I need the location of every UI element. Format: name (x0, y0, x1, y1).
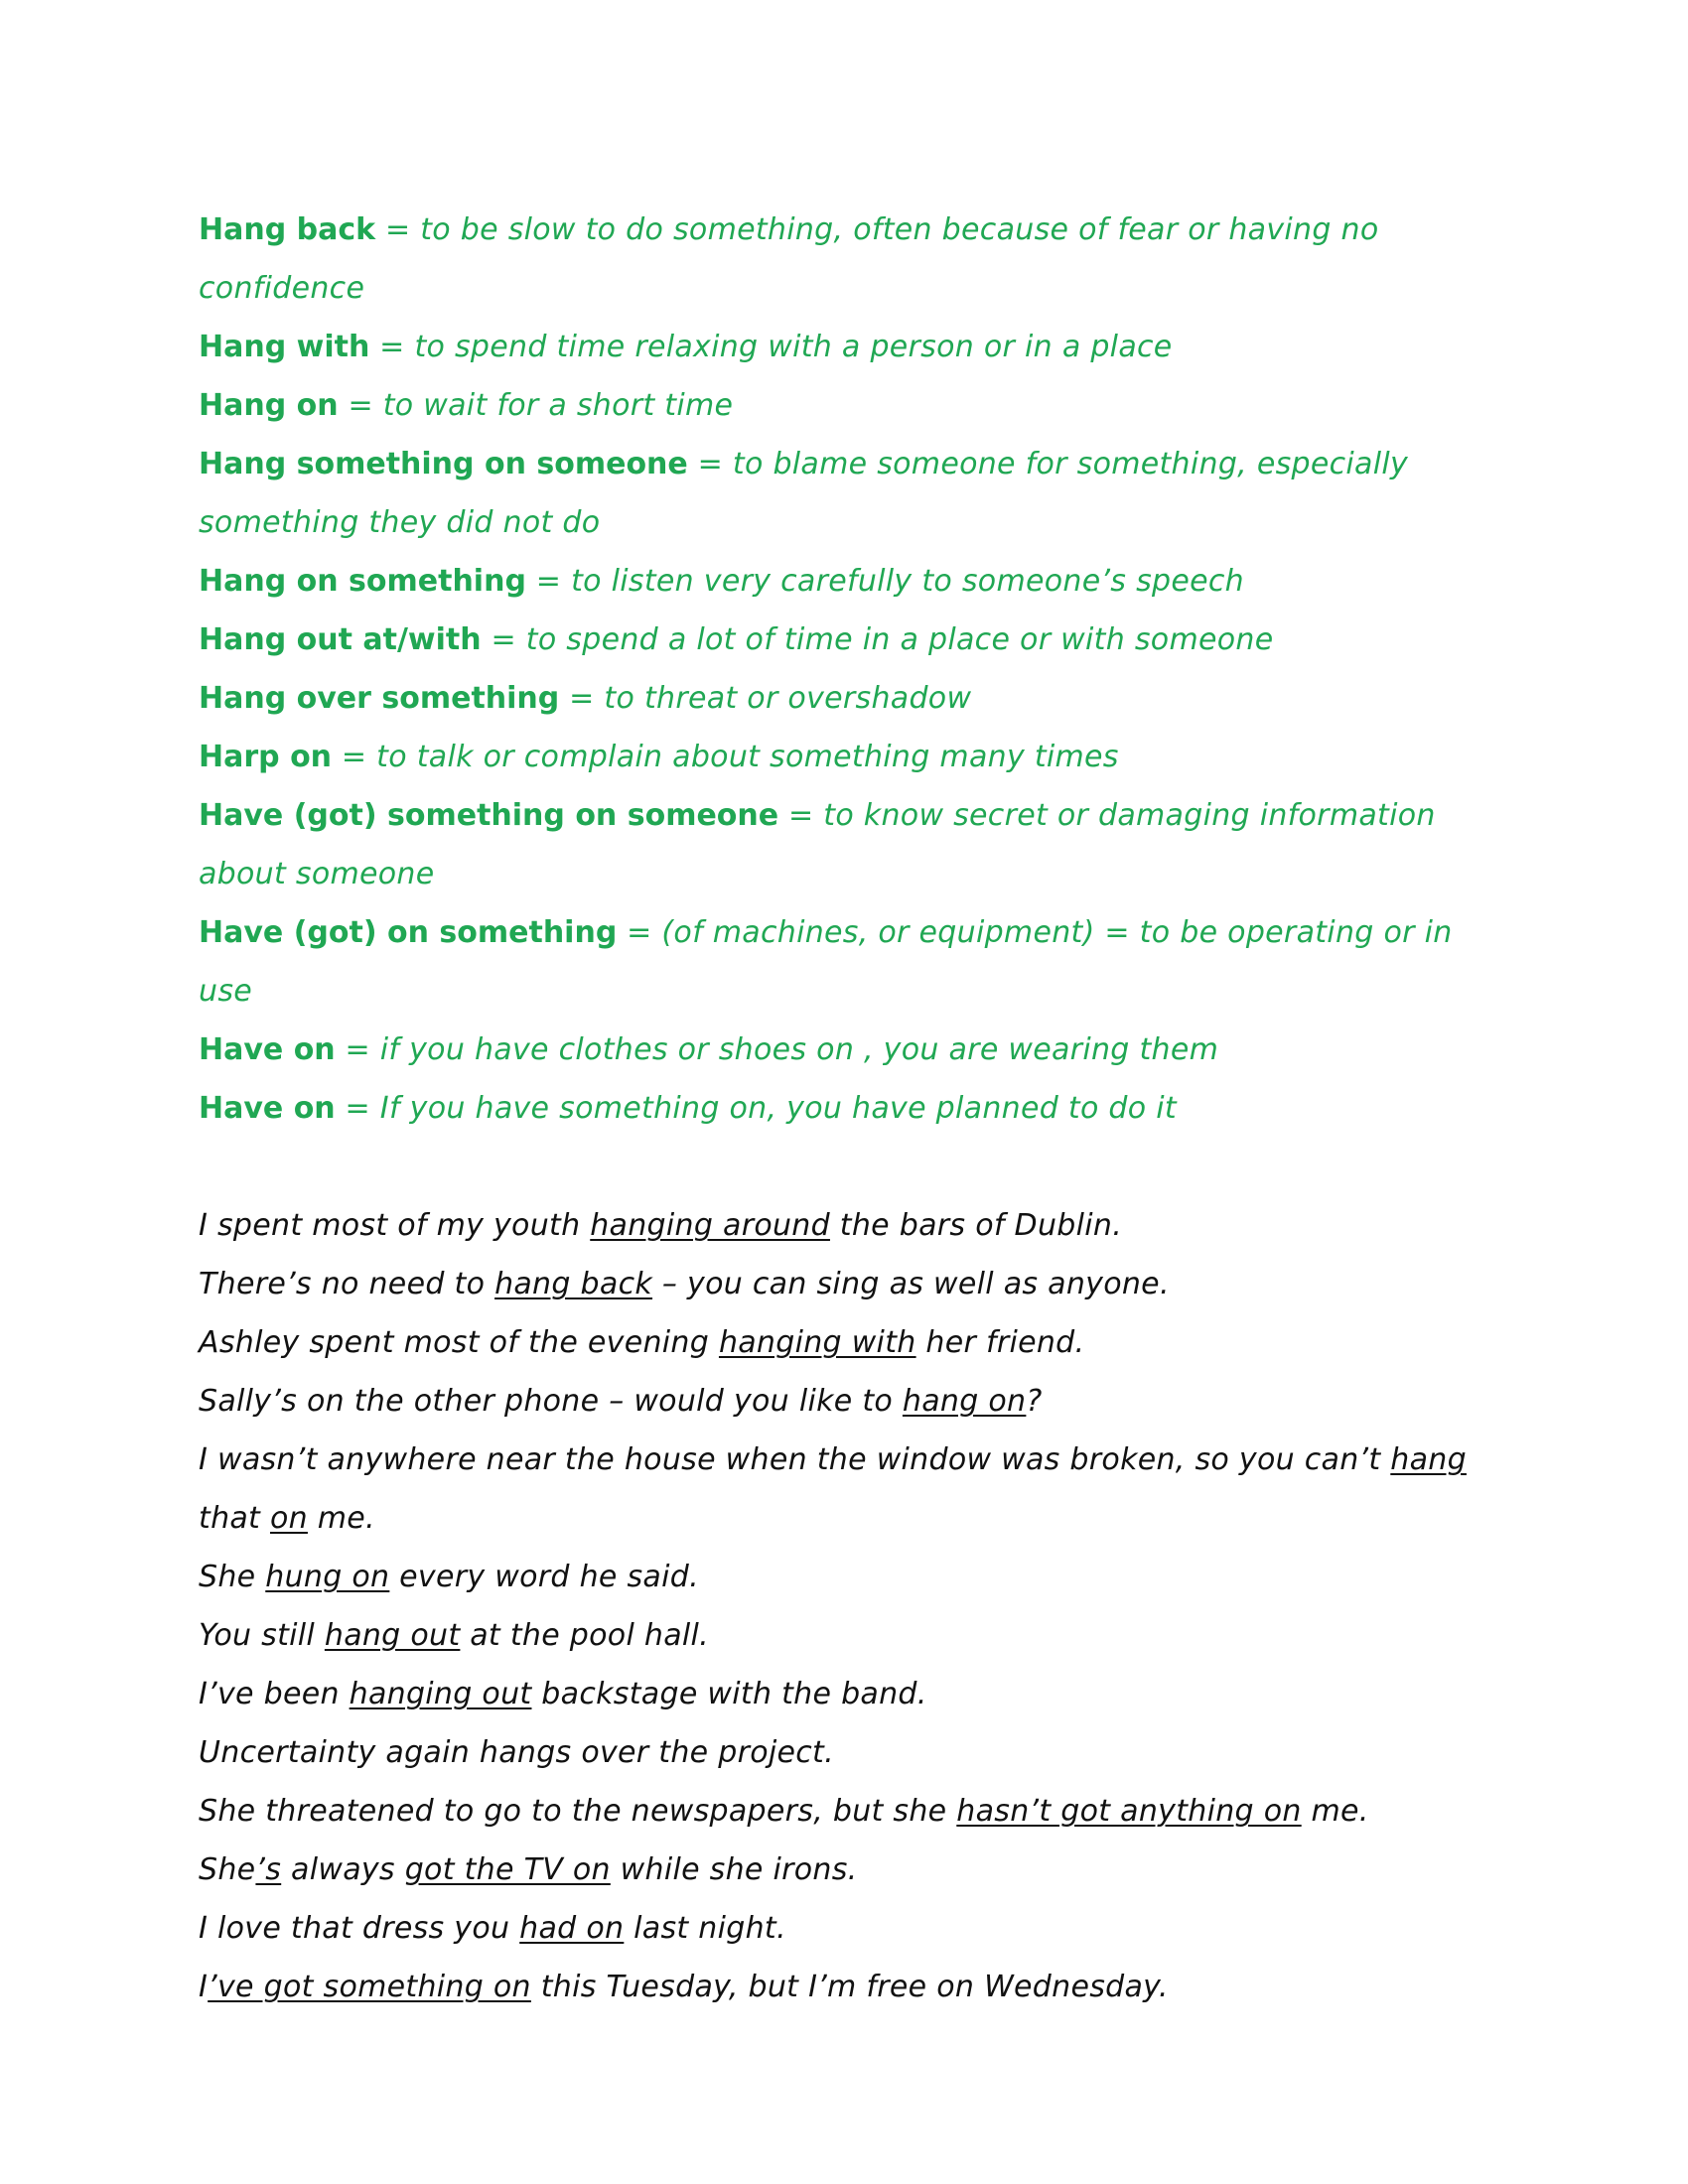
definition-separator: = (491, 622, 516, 657)
example-text: I wasn’t anywhere near the house when the window was broken, so you can’t (199, 1442, 1391, 1477)
example-phrasal-verb: ’ve got something on (208, 1970, 531, 2004)
example-text: Uncertainty again hangs over the project. (199, 1735, 834, 1770)
definition-term: Hang on something (199, 564, 526, 599)
example-phrasal-verb: hung on (265, 1560, 390, 1594)
example-sentence (199, 1958, 1489, 2016)
example-text: You still (199, 1618, 325, 1653)
definition-line (199, 728, 1489, 786)
example-phrasal-verb: got the TV on (404, 1852, 611, 1887)
examples-list (199, 1196, 1489, 2016)
document-content (199, 201, 1489, 2016)
definition-line (199, 1021, 1489, 1079)
definition-meaning: to listen very carefully to someone’s speech (571, 564, 1244, 599)
definition-line (199, 786, 1489, 903)
example-sentence (199, 1841, 1489, 1899)
example-phrasal-verb: had on (519, 1911, 625, 1946)
example-text: She threatened to go to the newspapers, but she (199, 1794, 957, 1829)
definition-term: Hang over something (199, 681, 560, 716)
example-text: me. (307, 1501, 375, 1536)
example-phrasal-verb: hang back (494, 1267, 653, 1301)
definition-separator: = (384, 212, 411, 247)
example-text: She (199, 1852, 256, 1887)
definition-separator: = (345, 1091, 370, 1126)
definition-separator: = (697, 447, 724, 481)
definition-term: Hang out at/with (199, 622, 482, 657)
example-text: I spent most of my youth (199, 1208, 591, 1243)
example-sentence (199, 1548, 1489, 1606)
definition-line (199, 611, 1489, 669)
example-text: Sally’s on the other phone – would you like to (199, 1384, 903, 1419)
example-sentence (199, 1782, 1489, 1841)
example-sentence (199, 1606, 1489, 1665)
definition-meaning: to spend a lot of time in a place or with someone (525, 622, 1274, 657)
example-phrasal-verb: hang out (324, 1618, 461, 1653)
definition-line (199, 1079, 1489, 1138)
example-sentence (199, 1372, 1489, 1431)
example-text: the bars of Dublin. (829, 1208, 1123, 1243)
example-text: that (199, 1501, 270, 1536)
example-text: me. (1301, 1794, 1369, 1829)
example-sentence (199, 1899, 1489, 1958)
example-text: I (199, 1970, 209, 2004)
definition-separator: = (379, 330, 405, 364)
definition-separator: = (535, 564, 562, 599)
definition-line (199, 318, 1489, 376)
definition-term: Hang on (199, 388, 339, 423)
definition-separator: = (341, 740, 367, 774)
definition-meaning: to blame someone for something, especially something they did not do (199, 447, 1409, 540)
example-text: She (199, 1560, 266, 1594)
example-sentence (199, 1665, 1489, 1723)
definition-term: Have on (199, 1032, 336, 1067)
definition-line (199, 669, 1489, 728)
definition-meaning: to spend time relaxing with a person or in a place (414, 330, 1173, 364)
definition-term: Have (got) on something (199, 915, 618, 950)
example-text: Ashley spent most of the evening (199, 1325, 719, 1360)
example-phrasal-verb: on (269, 1501, 308, 1536)
example-phrasal-verb: ’s (255, 1852, 282, 1887)
example-text: I’ve been (199, 1677, 350, 1711)
example-text: There’s no need to (199, 1267, 495, 1301)
example-sentence (199, 1313, 1489, 1372)
example-text: at the pool hall. (460, 1618, 710, 1653)
example-sentence (199, 1196, 1489, 1255)
definition-meaning: if you have clothes or shoes on , you are wearing them (379, 1032, 1219, 1067)
example-phrasal-verb: hasn’t got anything on (956, 1794, 1302, 1829)
example-text: I love that dress you (199, 1911, 520, 1946)
definition-line (199, 376, 1489, 435)
definition-term: Hang something on someone (199, 447, 688, 481)
example-sentence (199, 1723, 1489, 1782)
example-phrasal-verb: hanging around (590, 1208, 830, 1243)
definition-line (199, 903, 1489, 1021)
definition-term: Harp on (199, 740, 333, 774)
definition-term: Hang with (199, 330, 370, 364)
definition-line (199, 201, 1489, 318)
definition-meaning: to be slow to do something, often because of fear or having no confidence (199, 212, 1379, 306)
example-text: every word he said. (389, 1560, 699, 1594)
example-sentence (199, 1431, 1489, 1548)
definition-term: Have (got) something on someone (199, 798, 779, 833)
definition-line (199, 435, 1489, 552)
example-phrasal-verb: hang on (902, 1384, 1027, 1419)
definition-line (199, 552, 1489, 611)
section-spacer (199, 1138, 1489, 1196)
definition-separator: = (787, 798, 814, 833)
example-text: always (281, 1852, 405, 1887)
definition-meaning: to know secret or damaging information about someone (199, 798, 1436, 891)
definition-meaning: to threat or overshadow (604, 681, 972, 716)
definitions-list (199, 201, 1489, 1138)
example-text: while she irons. (610, 1852, 858, 1887)
example-phrasal-verb: hanging with (718, 1325, 916, 1360)
example-phrasal-verb: hanging out (349, 1677, 532, 1711)
example-sentence (199, 1255, 1489, 1313)
example-text: this Tuesday, but I’m free on Wednesday. (530, 1970, 1169, 2004)
example-text: ? (1026, 1384, 1043, 1419)
example-text: backstage with the band. (531, 1677, 927, 1711)
definition-separator: = (569, 681, 595, 716)
definition-meaning: to talk or complain about something many times (376, 740, 1119, 774)
definition-term: Hang back (199, 212, 376, 247)
definition-separator: = (345, 1032, 370, 1067)
definition-separator: = (348, 388, 373, 423)
definition-separator: = (627, 915, 652, 950)
example-text: her friend. (915, 1325, 1085, 1360)
definition-meaning: (of machines, or equipment) = to be operating or in use (199, 915, 1453, 1009)
definition-meaning: to wait for a short time (382, 388, 734, 423)
example-phrasal-verb: hang (1390, 1442, 1467, 1477)
example-text: last night. (624, 1911, 786, 1946)
definition-term: Have on (199, 1091, 336, 1126)
example-text: – you can sing as well as anyone. (652, 1267, 1170, 1301)
definition-meaning: If you have something on, you have planned to do it (379, 1091, 1177, 1126)
